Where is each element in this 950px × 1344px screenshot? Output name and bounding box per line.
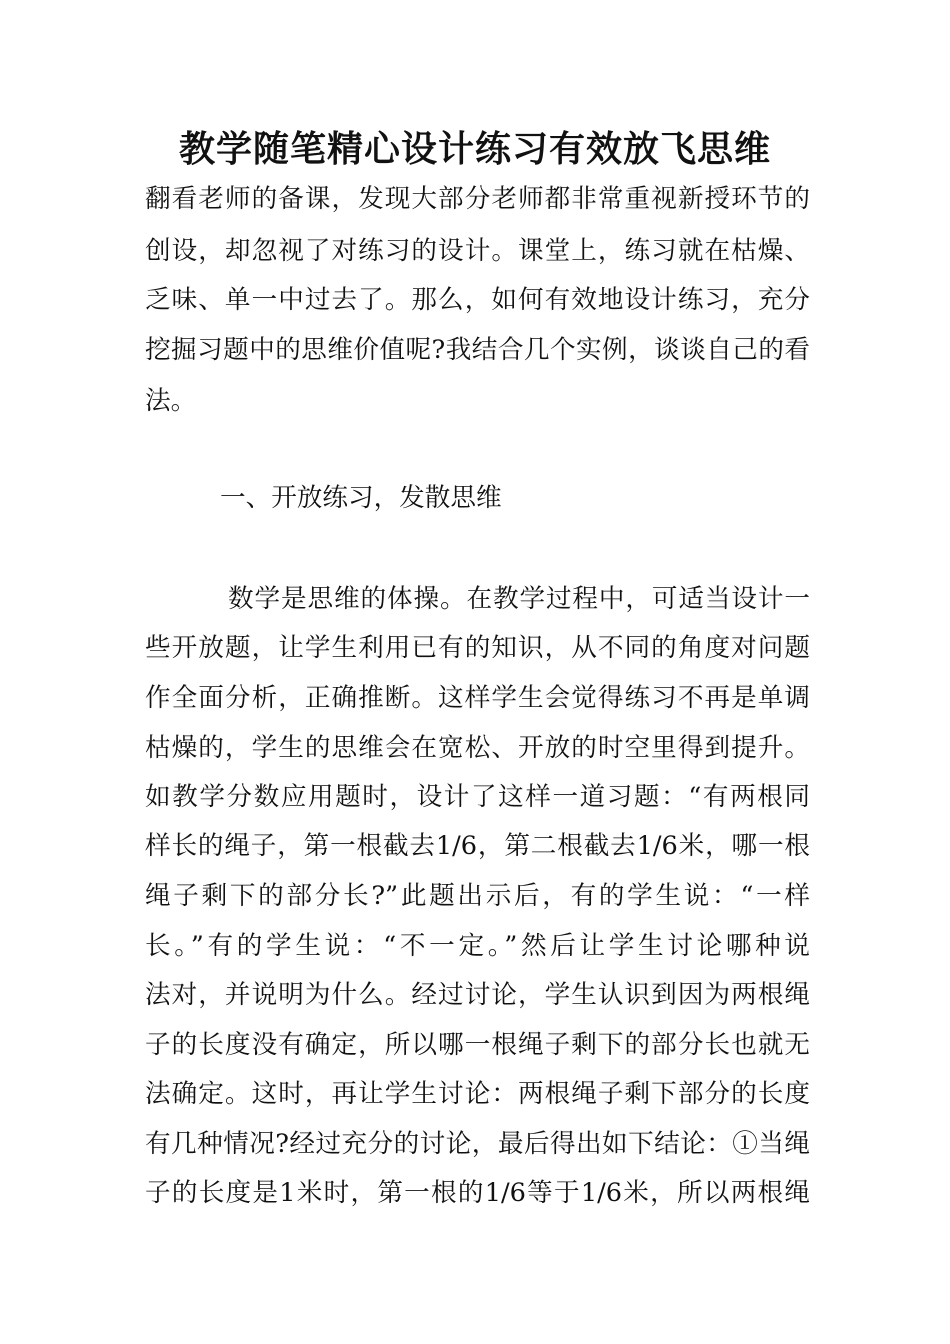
body-line-3: 作全面分析，正确推断。这样学生会觉得练习不再是单调 [145, 683, 810, 713]
intro-line-3: 乏味、单一中过去了。那么，如何有效地设计练习，充分 [145, 285, 810, 315]
body-line-10: 子的长度没有确定，所以哪一根绳子剩下的部分长也就无 [145, 1030, 810, 1060]
section-heading: 一、开放练习，发散思维 [220, 483, 502, 513]
intro-line-1: 翻看老师的备课，发现大部分老师都非常重视新授环节的 [145, 184, 810, 214]
body-line-8: 长。”有的学生说：“不一定。”然后让学生讨论哪种说 [145, 931, 810, 961]
body-line-13: 子的长度是1米时，第一根的1/6等于1/6米，所以两根绳 [145, 1178, 810, 1208]
intro-line-4: 挖掘习题中的思维价值呢?我结合几个实例，谈谈自己的看 [145, 335, 810, 365]
body-line-12: 有几种情况?经过充分的讨论，最后得出如下结论：①当绳 [145, 1129, 810, 1159]
document-title: 教学随笔精心设计练习有效放飞思维 [178, 129, 771, 170]
body-line-6: 样长的绳子，第一根截去1/6，第二根截去1/6米，哪一根 [145, 831, 810, 861]
body-line-4: 枯燥的，学生的思维会在宽松、开放的时空里得到提升。 [145, 733, 810, 763]
body-line-2: 些开放题，让学生利用已有的知识，从不同的角度对问题 [145, 633, 810, 663]
intro-line-5: 法。 [145, 386, 197, 416]
body-line-11: 法确定。这时，再让学生讨论：两根绳子剩下部分的长度 [145, 1079, 810, 1109]
body-line-1: 数学是思维的体操。在教学过程中，可适当设计一 [228, 584, 810, 614]
body-line-7: 绳子剩下的部分长?”此题出示后，有的学生说：“一样 [145, 881, 810, 911]
body-line-5: 如教学分数应用题时，设计了这样一道习题：“有两根同 [145, 782, 810, 812]
intro-line-2: 创设，却忽视了对练习的设计。课堂上，练习就在枯燥、 [145, 236, 810, 266]
body-line-9: 法对，并说明为什么。经过讨论，学生认识到因为两根绳 [145, 980, 810, 1010]
